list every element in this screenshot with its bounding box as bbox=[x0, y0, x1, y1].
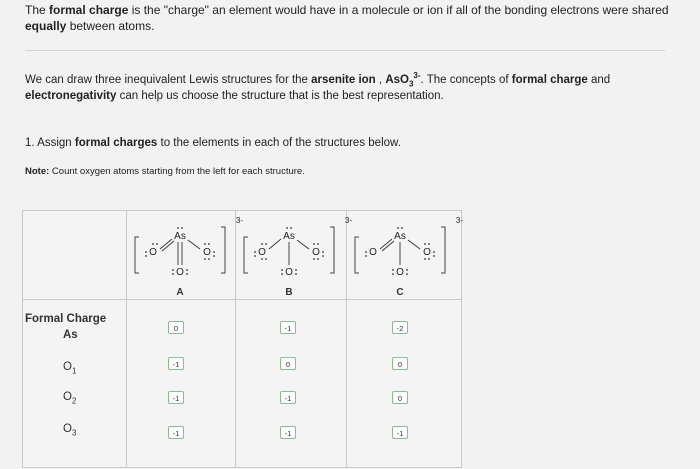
intro-text: The formal charge is the "charge" an element would have in a molecule or ion if all of the bonding electrons were shared equally between atoms. bbox=[25, 3, 669, 33]
ion-charge: 3- bbox=[455, 216, 463, 225]
row-label-as: As bbox=[63, 329, 78, 341]
atom-o-bottom: O bbox=[285, 267, 293, 278]
structure-drawing bbox=[347, 219, 453, 283]
lewis-structure-c bbox=[347, 216, 463, 283]
atom-o-right: O bbox=[203, 247, 211, 258]
charge-input-c-as[interactable]: -2 bbox=[392, 321, 408, 334]
atom-o-left: O bbox=[149, 247, 157, 258]
charge-input-b-o1[interactable]: 0 bbox=[280, 357, 296, 370]
atom-as: As bbox=[174, 231, 186, 242]
charge-input-b-o2[interactable]: -1 bbox=[280, 391, 296, 404]
divider bbox=[25, 50, 665, 51]
row-label-o1: $O_1$ bbox=[63, 361, 77, 376]
charge-input-c-o2[interactable]: 0 bbox=[392, 391, 408, 404]
ion-charge: 3- bbox=[235, 216, 243, 225]
table-divider bbox=[23, 299, 461, 300]
charge-input-a-o3[interactable]: -1 bbox=[168, 426, 184, 439]
structure-drawing bbox=[127, 219, 233, 283]
atom-o-right: O bbox=[312, 247, 320, 258]
arsenite-paragraph: We can draw three inequivalent Lewis structures for the arsenite ion , AsO$_3^{3-}$. The concepts of formal charge and electronegativity can help us choose the structure that is the best representation. bbox=[25, 71, 611, 102]
structure-label-b: B bbox=[285, 287, 293, 298]
row-label-o2: $O_2$ bbox=[63, 391, 77, 406]
arsenite-formula: AsO$_3^{3-}$ bbox=[385, 71, 421, 89]
lewis-structure-a bbox=[127, 216, 243, 283]
atom-as: As bbox=[283, 231, 295, 242]
atom-o-left: O bbox=[258, 247, 266, 258]
atom-o-bottom: O bbox=[176, 267, 184, 278]
formal-charge-header: Formal Charge bbox=[25, 313, 107, 325]
atom-o-left: O bbox=[369, 247, 377, 258]
charge-input-a-o1[interactable]: -1 bbox=[168, 357, 184, 370]
atom-as: As bbox=[394, 231, 406, 242]
lewis-structure-b bbox=[236, 216, 352, 283]
charge-input-a-as[interactable]: 0 bbox=[168, 321, 184, 334]
charge-input-c-o3[interactable]: -1 bbox=[392, 426, 408, 439]
atom-o-bottom: O bbox=[396, 267, 404, 278]
question-text: 1. Assign formal charges to the elements in each of the structures below. bbox=[25, 137, 401, 149]
note-text: Note: Count oxygen atoms starting from the left for each structure. bbox=[25, 166, 305, 177]
structure-label-c: C bbox=[396, 287, 404, 298]
charge-input-b-as[interactable]: -1 bbox=[280, 321, 296, 334]
charge-input-c-o1[interactable]: 0 bbox=[392, 357, 408, 370]
structure-drawing bbox=[236, 219, 342, 283]
structure-label-a: A bbox=[176, 287, 184, 298]
ion-charge: 3- bbox=[344, 216, 352, 225]
charge-input-a-o2[interactable]: -1 bbox=[168, 391, 184, 404]
row-label-o3: $O_3$ bbox=[63, 423, 77, 438]
charge-input-b-o3[interactable]: -1 bbox=[280, 426, 296, 439]
formal-charge-table bbox=[22, 210, 462, 468]
atom-o-right: O bbox=[423, 247, 431, 258]
